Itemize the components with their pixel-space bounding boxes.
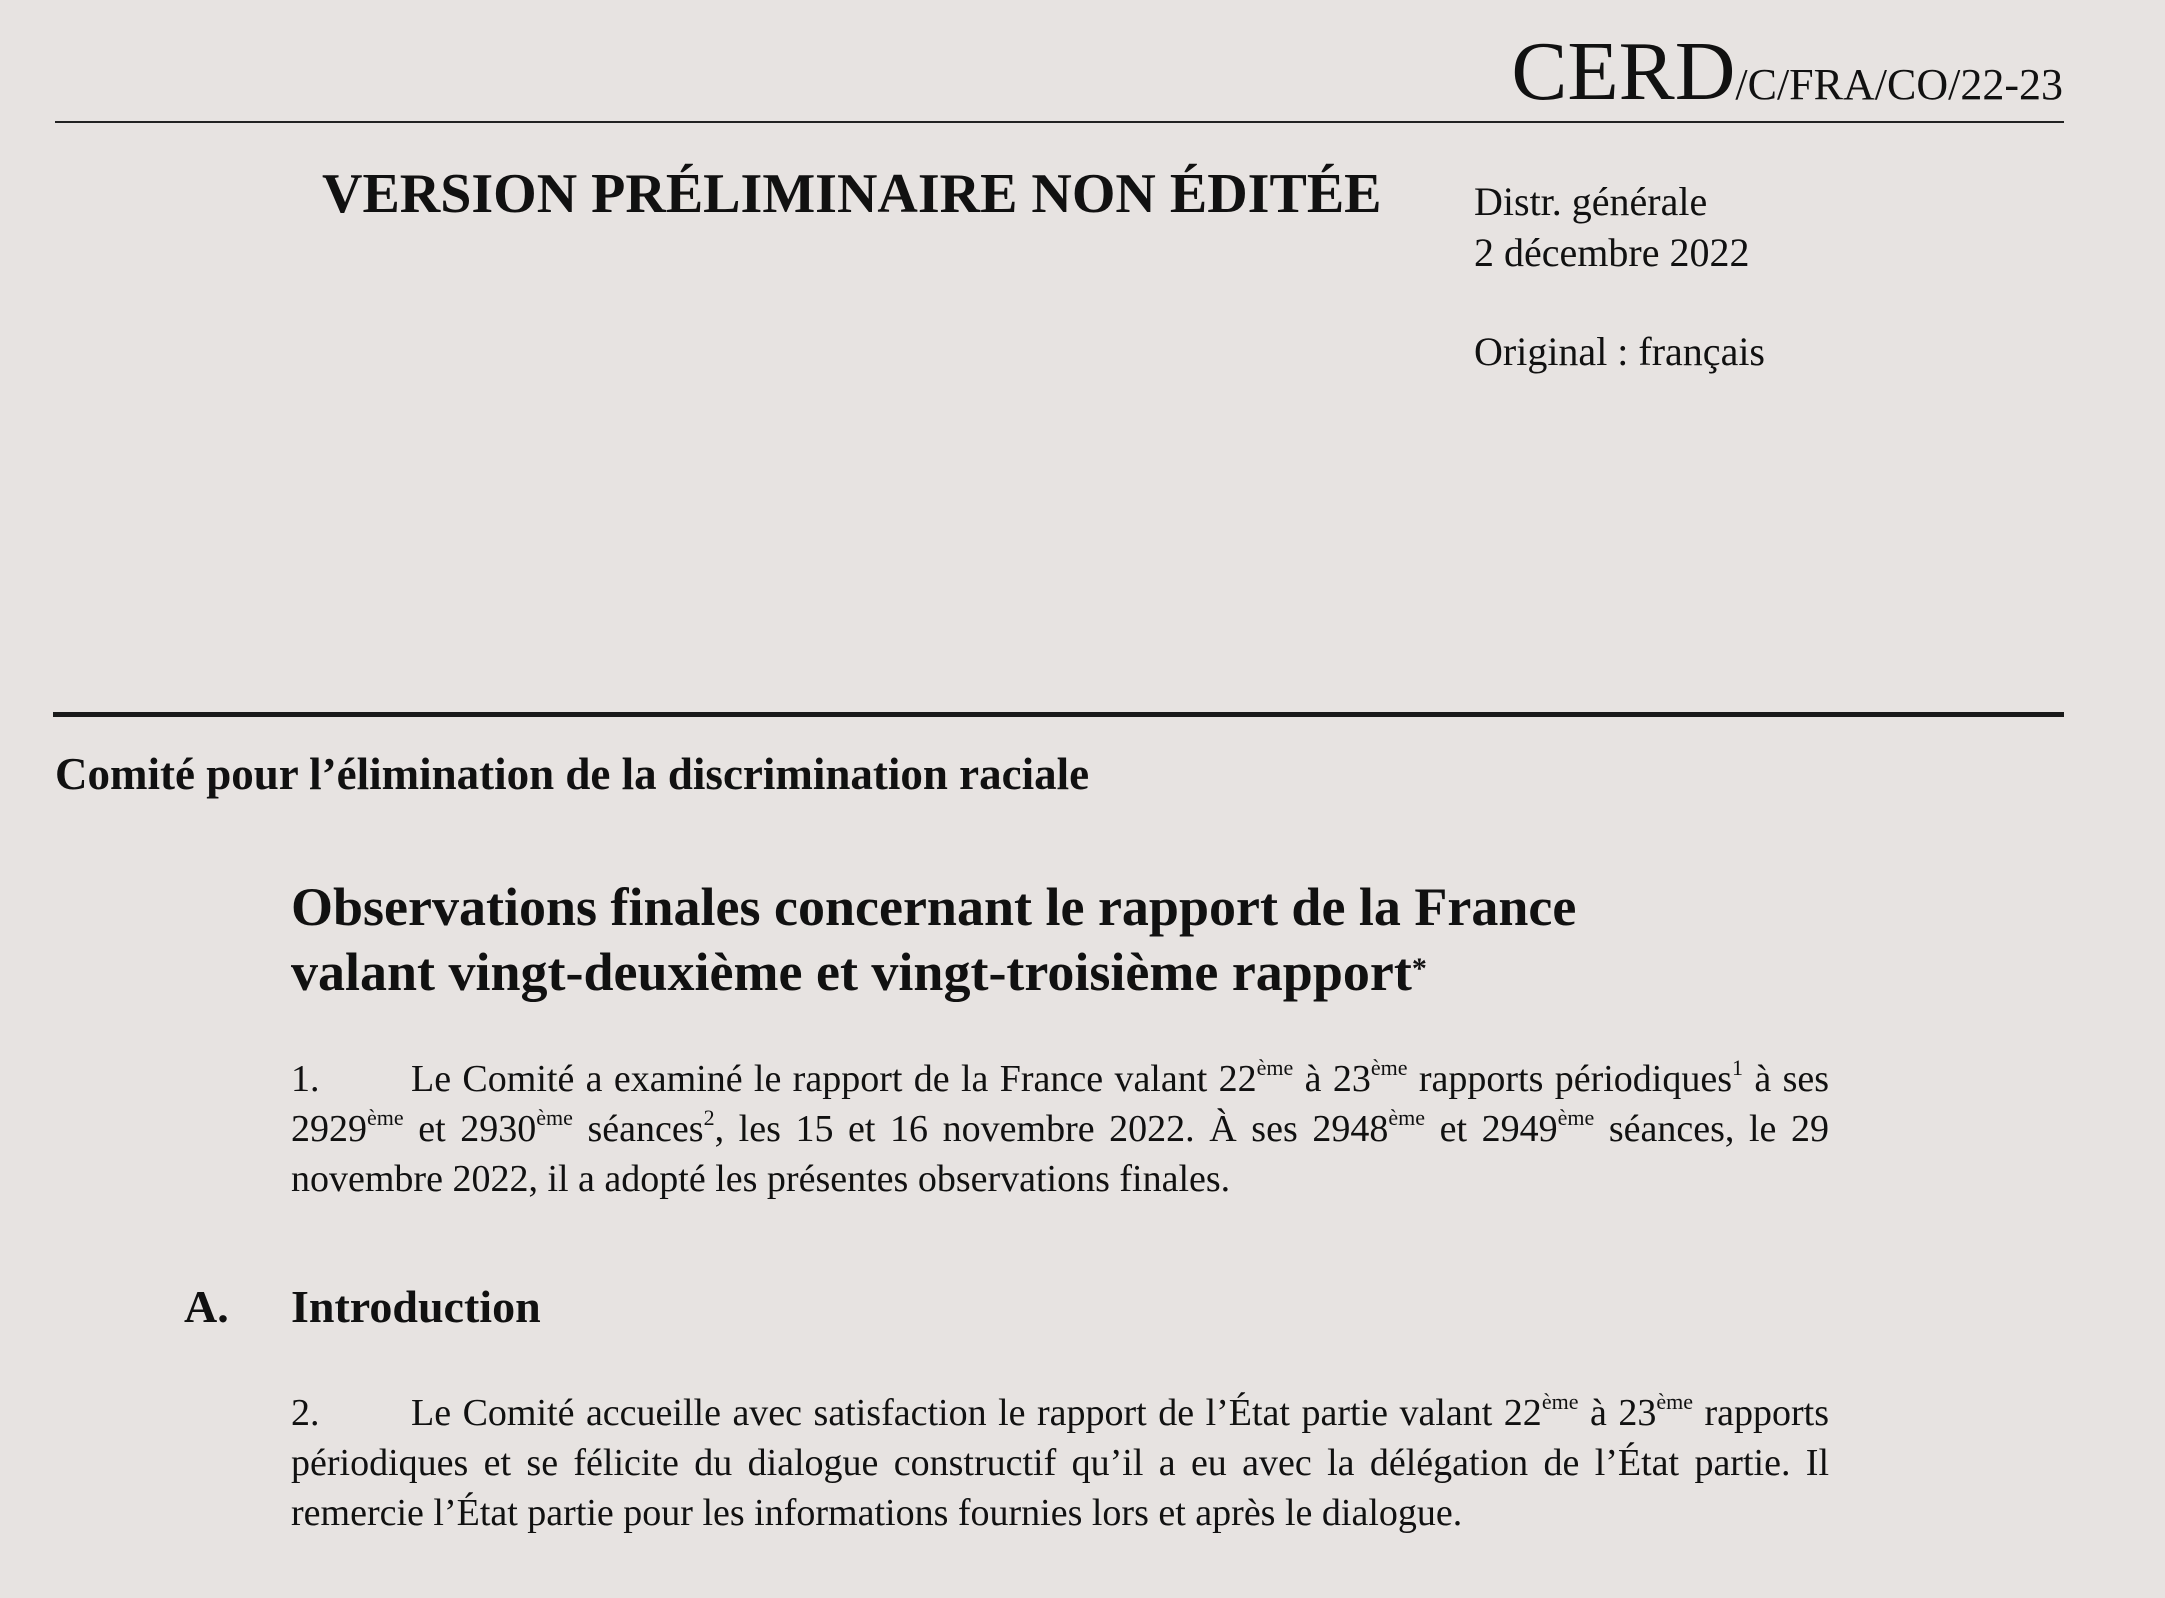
paragraph-number: 2.	[291, 1392, 320, 1434]
original-language: Original : français	[1474, 329, 1765, 374]
paragraph-text: rapports périodiques et se félicite du dialogue constructif qu’il a eu avec la délégation de l’État partie. Il remercie l’État partie pour les informations fournies lors et après le dialogue.	[291, 1392, 1829, 1534]
superscript: ème	[1656, 1389, 1693, 1414]
paragraph-number: 1.	[291, 1058, 320, 1100]
superscript: ème	[1557, 1105, 1595, 1130]
preliminary-version-title: VERSION PRÉLIMINAIRE NON ÉDITÉE	[322, 163, 1382, 225]
paragraph-text: et 2949	[1425, 1108, 1558, 1150]
footnote-reference[interactable]: 2	[703, 1105, 715, 1130]
distribution-label: Distr. générale	[1474, 179, 1708, 224]
paragraph-text: à 23	[1293, 1058, 1371, 1100]
committee-name: Comité pour l’élimination de la discrimination raciale	[55, 749, 1090, 799]
paragraph-1	[291, 1054, 1829, 1204]
paragraph-text: à 23	[1578, 1392, 1657, 1434]
paragraph-text: séances, le 29 novembre 2022, il a adopté les présentes observations finales.	[291, 1108, 1829, 1200]
document-title	[291, 876, 1851, 1003]
document-symbol-main: CERD	[1511, 25, 1736, 118]
superscript: ème	[1370, 1055, 1408, 1080]
paragraph-text: séances	[572, 1108, 704, 1150]
footnote-reference[interactable]: 1	[1732, 1055, 1744, 1080]
paragraph-text: et 2930	[403, 1108, 537, 1150]
paragraph-text: à ses 2929	[291, 1058, 1830, 1150]
document-title-line2: valant vingt-deuxième et vingt-troisième rapport	[291, 942, 1412, 1002]
paragraph-text: , les 15 et 16 novembre 2022. À ses 2948	[714, 1108, 1389, 1150]
distribution-date: 2 décembre 2022	[1474, 230, 1750, 275]
paragraph-2	[291, 1388, 1829, 1538]
footnote-marker: *	[1411, 952, 1427, 985]
document-symbol-suffix: /C/FRA/CO/22-23	[1735, 60, 2063, 109]
section-letter: A.	[184, 1281, 229, 1332]
superscript: ème	[536, 1105, 573, 1130]
superscript: ème	[1541, 1389, 1579, 1414]
superscript: ème	[1256, 1055, 1294, 1080]
superscript: ème	[1388, 1105, 1425, 1130]
section-title: Introduction	[291, 1281, 541, 1332]
paragraph-text: rapports périodiques	[1407, 1058, 1733, 1100]
document-symbol	[1511, 25, 2063, 118]
paragraph-text: Le Comité a examiné le rapport de la France valant 22	[411, 1058, 1257, 1100]
header-rule	[55, 121, 2064, 123]
section-divider-rule	[53, 712, 2064, 717]
paragraph-text: Le Comité accueille avec satisfaction le rapport de l’État partie valant 22	[411, 1392, 1542, 1434]
document-title-line1: Observations finales concernant le rapport de la France	[291, 877, 1577, 937]
superscript: ème	[367, 1105, 404, 1130]
